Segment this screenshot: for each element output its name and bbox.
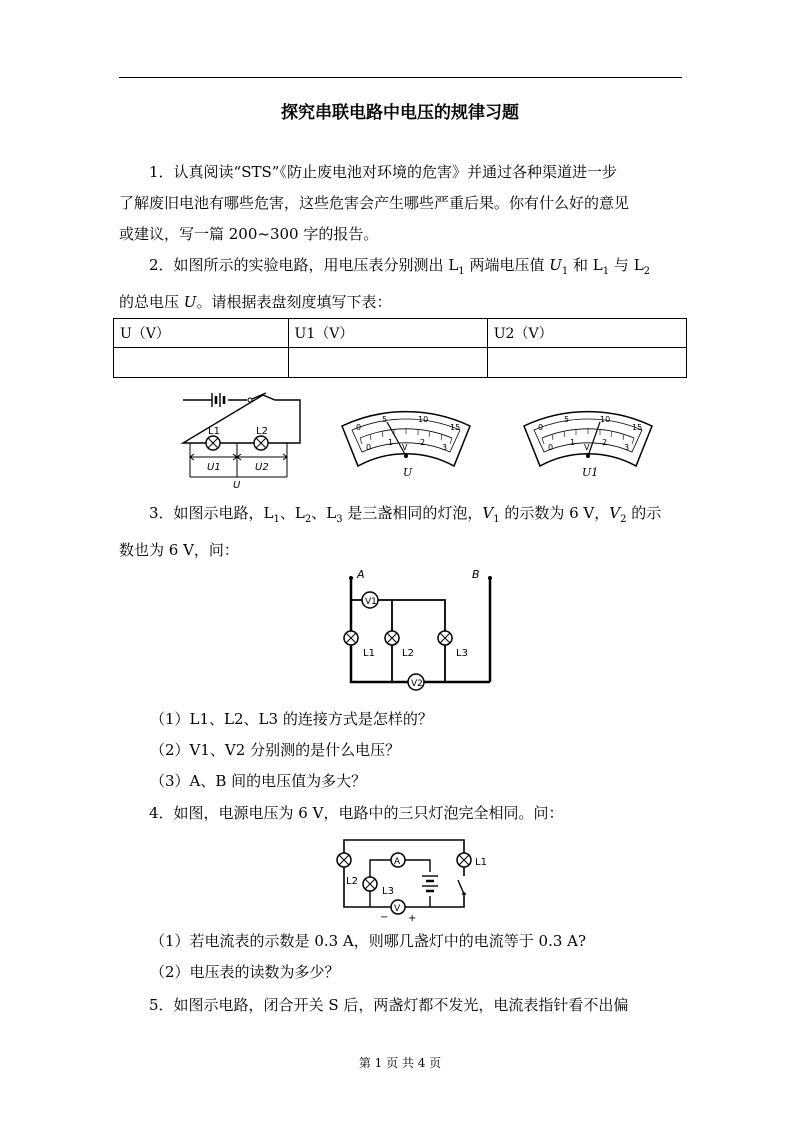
- q4-label-v: V: [394, 904, 401, 914]
- q2-label-l2: L2: [256, 426, 268, 437]
- q3-label-l2: L2: [402, 648, 414, 659]
- q3-label-v2: V2: [411, 679, 423, 689]
- q2-meter-u-scale-b2: 2: [420, 438, 426, 447]
- q2-meter-u1-scale-b2: 2: [602, 438, 608, 447]
- q3-label-v1: V1: [365, 597, 377, 607]
- table-cell-u1[interactable]: [288, 348, 487, 378]
- q2-meter-u1-scale-b0: 0: [548, 443, 554, 452]
- q3-sub-1: （1）L1、L2、L3 的连接方式是怎样的？: [150, 710, 433, 728]
- q2-text: 2．如图所示的实验电路，用电压表分别测出 $L_1$ 两端电压值 $U_1$ 和 $L_1$ 与 $L_2$ 的总电压 U。请根据表盘刻度填写下表：: [119, 256, 651, 311]
- table-header-u: U（V）: [114, 319, 289, 348]
- q2-label-u2: U2: [255, 462, 269, 473]
- q2-meter-u-caption: U: [403, 466, 413, 479]
- q2-meter-u1-unit: V: [584, 443, 590, 452]
- q3-text: 3．如图示电路，$L_1$、$L_2$、$L_3$ 是三盏相同的灯泡，$V_1$ 的示数为 6 V，$V_2$ 的示 数也为 6 V，问：: [119, 504, 662, 559]
- q1-line-2: 了解废旧电池有哪些危害，这些危害会产生哪些严重后果。你有什么好的意见: [119, 194, 630, 212]
- table-header-u1: U1（V）: [288, 319, 487, 348]
- table-cell-u2[interactable]: [487, 348, 686, 378]
- header-rule: [119, 77, 682, 78]
- q2-meter-u-scale-10: 10: [418, 415, 429, 424]
- q2-meter-u1-scale-0: 0: [538, 423, 544, 432]
- q3-label-l3: L3: [456, 648, 468, 659]
- q3-label-l1: L1: [363, 648, 375, 659]
- q2-meter-u-scale-b3: 3: [442, 443, 448, 452]
- q2-meter-u1-scale-b3: 3: [624, 443, 630, 452]
- table-cell-u[interactable]: [114, 348, 289, 378]
- q1-line-1: 1．认真阅读“STS”《防止废电池对环境的危害》并通过各种渠道进一步: [149, 163, 617, 181]
- q2-meter-u1-scale-5: 5: [564, 415, 570, 424]
- q4-line-1: 4．如图，电源电压为 6 V，电路中的三只灯泡完全相同。问：: [149, 804, 564, 822]
- q4-sub-1: （1）若电流表的示数是 0.3 A，则哪几盏灯中的电流等于 0.3 A?: [150, 932, 587, 950]
- q3-parallel-circuit: [330, 562, 500, 696]
- q4-label-l2: L2: [346, 876, 358, 887]
- q4-label-l1: L1: [475, 857, 487, 868]
- q2-meter-u1-scale-10: 10: [600, 415, 611, 424]
- q2-label-u: U: [233, 480, 241, 490]
- table-header-u2: U2（V）: [487, 319, 686, 348]
- q3-label-b: B: [472, 568, 480, 581]
- q4-sub-2: （2）电压表的读数为多少？: [150, 963, 340, 981]
- q2-meter-u-scale-0: 0: [356, 423, 362, 432]
- table-answer-row: [114, 348, 687, 378]
- q4-label-plus: +: [408, 913, 417, 922]
- q2-meter-u1-scale-15: 15: [632, 423, 643, 432]
- page-title: 探究串联电路中电压的规律习题: [281, 103, 519, 123]
- q4-label-a: A: [394, 857, 401, 867]
- q2-meter-u-scale-b0: 0: [366, 443, 372, 452]
- q2-series-circuit: [175, 385, 305, 490]
- q2-meter-u-scale-15: 15: [450, 423, 461, 432]
- q2-meter-u1-caption: U1: [582, 466, 599, 479]
- voltage-table: [113, 318, 687, 378]
- q2-label-l1: L1: [208, 426, 220, 437]
- q1-line-3: 或建议，写一篇 200~300 字的报告。: [119, 225, 379, 243]
- q2-label-u1: U1: [207, 462, 221, 473]
- table-header-row: [114, 319, 687, 348]
- q2-meter-u-scale-5: 5: [382, 415, 388, 424]
- q2-meter-u-unit: V: [402, 443, 408, 452]
- q4-label-minus: −: [380, 912, 389, 922]
- page-footer: 第 1 页 共 4 页: [358, 1056, 442, 1070]
- q3-sub-2: （2）V1、V2 分别测的是什么电压？: [150, 741, 401, 759]
- q2-meter-u1-scale-b1: 1: [570, 438, 576, 447]
- q2-meter-u-scale-b1: 1: [388, 438, 394, 447]
- q4-label-l3: L3: [382, 886, 394, 897]
- q5-line-1: 5．如图示电路，闭合开关 S 后，两盏灯都不发光，电流表指针看不出偏: [149, 996, 629, 1014]
- q3-label-a: A: [357, 568, 365, 581]
- q3-sub-3: （3）A、B 间的电压值为多大？: [150, 772, 367, 790]
- q4-circuit: [330, 832, 500, 922]
